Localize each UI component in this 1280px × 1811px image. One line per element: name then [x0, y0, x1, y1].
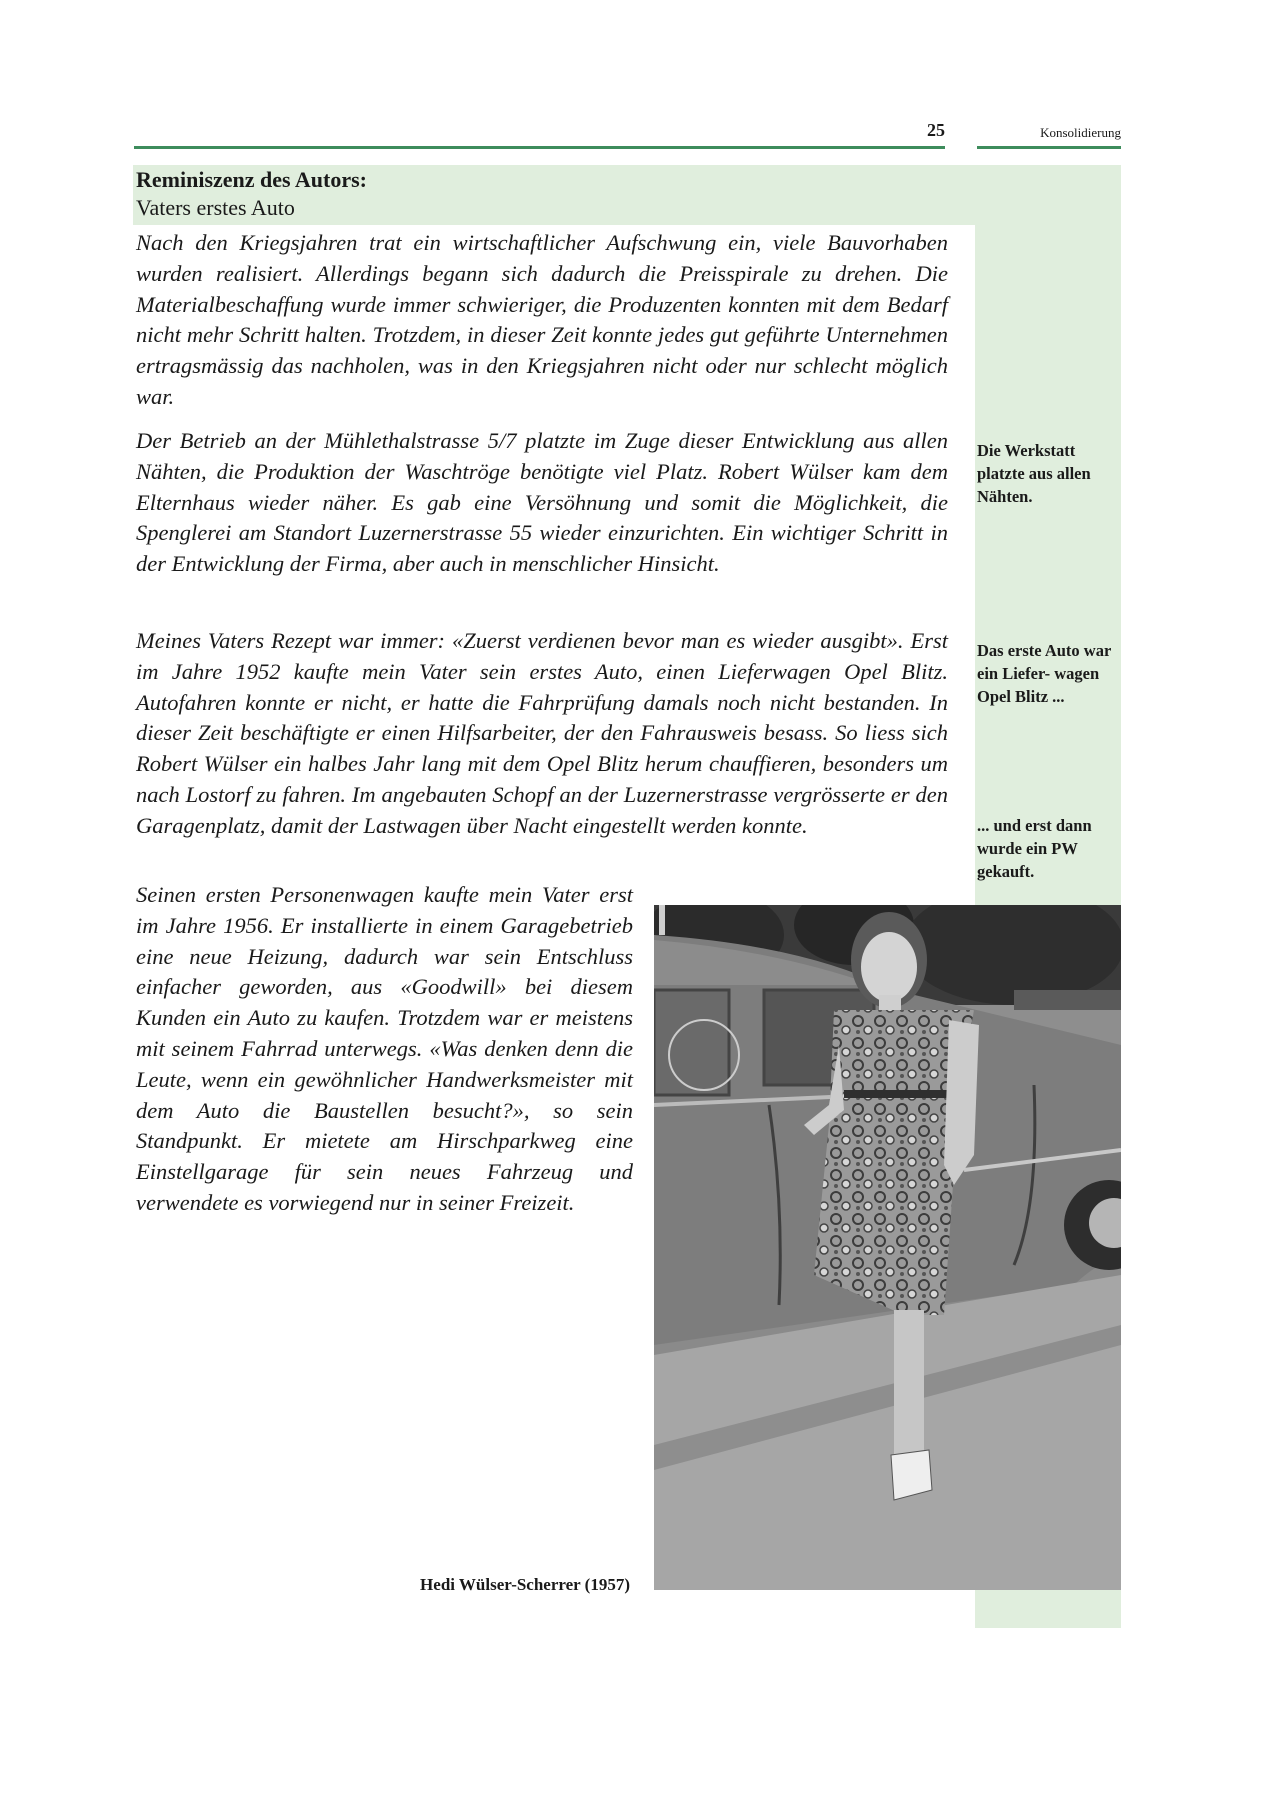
body-paragraph: Nach den Kriegsjahren trat ein wirtschaftlicher Aufschwung ein, viele Bauvorhaben wurden realisiert. Allerdings begann sich dadurch die Preisspirale zu drehen. Die Materialbeschaffung wurde immer schwieriger, die Produzenten konnten mit dem Bedarf nicht mehr Schritt halten. Trotzdem, in dieser Zeit konnte jedes gut geführte Unternehmen ertragsmässig das nachholen, was in den Kriegsjahren nicht oder nur schlecht möglich war.	[136, 230, 948, 409]
section-kicker: Reminiszenz des Autors:	[136, 167, 367, 192]
sidebar-margin-panel-bottom	[975, 1590, 1121, 1628]
header-rule-right	[977, 146, 1121, 149]
body-paragraph: Seinen ersten Personenwagen kaufte mein Vater erst im Jahre 1956. Er installierte in einem Garagebetrieb eine neue Heizung, dadurch war sein Entschluss einfacher geworden, aus «Goodwill» bei diesem Kunden ein Auto zu kaufen. Trotzdem war er meistens mit seinem Fahrrad unterwegs. «Was denken denn die Leute, wenn ein gewöhnlicher Handwerksmeister mit dem Auto die Baustellen besucht?», so sein Standpunkt. Er mietete am Hirschparkweg eine Einstellgarage für sein neues Fahrzeug und verwendete es vorwiegend nur in seiner Freizeit.	[136, 882, 633, 1215]
body-paragraph: Der Betrieb an der Mühlethalstrasse 5/7 platzte im Zuge dieser Entwicklung aus allen Nähten, die Produktion der Waschtröge benötigte viel Platz. Robert Wülser kam dem Elternhaus wieder näher. Es gab eine Versöhnung und somit die Möglichkeit, die Spenglerei am Standort Luzernerstrasse 55 wieder einzurichten. Ein wichtiger Schritt in der Entwicklung der Firma, aber auch in menschlicher Hinsicht.	[136, 428, 948, 577]
running-head: Konsolidierung	[1040, 125, 1121, 140]
body-paragraph: Meines Vaters Rezept war immer: «Zuerst verdienen bevor man es wieder ausgibt». Erst im Jahre 1952 kaufte mein Vater sein erstes Auto, einen Lieferwagen Opel Blitz. Autofahren konnte er nicht, er hatte die Fahrprüfung damals noch nicht bestanden. In dieser Zeit beschäftigte er einen Hilfsarbeiter, der den Fahrausweis besass. So liess sich Robert Wülser ein halbes Jahr lang mit dem Opel Blitz herum chauffieren, besonders um nach Lostorf zu fahren. Im angebauten Schopf an der Luzernerstrasse vergrösserte er den Garagenplatz, damit der Lastwagen über Nacht eingestellt werden konnte.	[136, 628, 948, 838]
sidebar-margin-panel	[975, 225, 1121, 905]
margin-note: Die Werkstatt platzte aus allen Nähten.	[977, 441, 1091, 506]
header-rule-left	[134, 146, 945, 149]
photo-caption: Hedi Wülser-Scherrer (1957)	[420, 1575, 630, 1594]
margin-note: ... und erst dann wurde ein PW gekauft.	[977, 816, 1092, 881]
section-title: Vaters erstes Auto	[136, 195, 295, 220]
margin-note: Das erste Auto war ein Liefer- wagen Opel Blitz ...	[977, 641, 1111, 706]
photo-woman-beside-car-icon	[654, 905, 1121, 1590]
page-number: 25	[927, 120, 945, 140]
